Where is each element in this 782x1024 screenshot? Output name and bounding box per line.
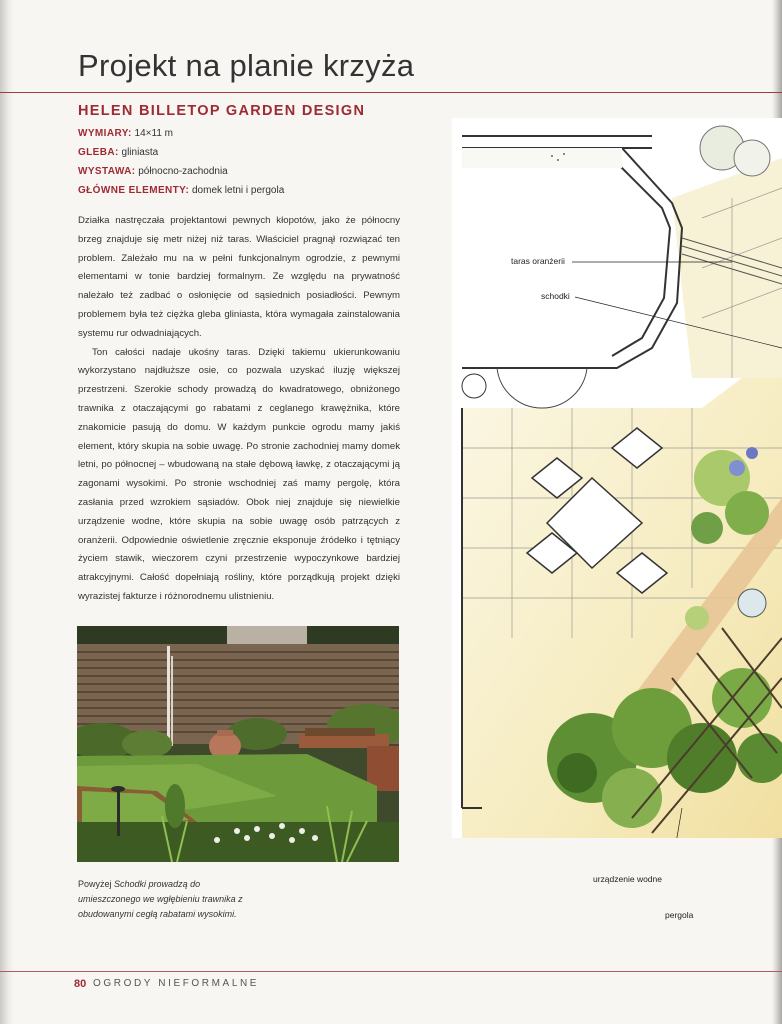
spec-label: GŁÓWNE ELEMENTY: bbox=[78, 185, 190, 196]
garden-plan bbox=[452, 118, 782, 838]
spec-value: gliniasta bbox=[121, 147, 159, 158]
title-rule bbox=[0, 92, 782, 93]
spec-row-dimensions bbox=[78, 124, 284, 143]
spec-value: północno-zachodnia bbox=[138, 166, 228, 177]
page-gutter-shadow bbox=[0, 0, 14, 1024]
paragraph: Działka nastręczała projektantowi pewnych kłopotów, jako że północny brzeg znajduje się metr niżej niż taras. Właściciel pragnął rozwiązać ten problem. Zależało mu na w pełni funkcjonalnym ogrodzie, z pewnymi elementami w tonie bardziej formalnym. Ze względu na prywatność należało też zadbać o osłonięcie od sąsiednich posiadłości. Pewnym problemem była też ciężka gleba gliniasta, która wymagała zainstalowania systemu rur odwadniających. bbox=[78, 215, 400, 339]
spec-label: WYSTAWA: bbox=[78, 166, 136, 177]
article-body bbox=[78, 212, 400, 607]
page-number: 80 bbox=[74, 978, 87, 990]
page-title: Projekt na planie krzyża bbox=[78, 48, 415, 83]
spec-row-main-elements bbox=[78, 181, 284, 200]
spec-list bbox=[78, 124, 284, 200]
section-name: OGRODY NIEFORMALNE bbox=[93, 978, 260, 989]
caption-lead: Powyżej bbox=[78, 879, 112, 889]
spec-row-exposure bbox=[78, 162, 284, 181]
spec-value: 14×11 m bbox=[134, 128, 173, 139]
spec-label: WYMIARY: bbox=[78, 128, 132, 139]
plan-label-water-feature: urządzenie wodne bbox=[593, 874, 662, 884]
spec-label: GLEBA: bbox=[78, 147, 119, 158]
spec-row-soil bbox=[78, 143, 284, 162]
garden-photo bbox=[77, 626, 399, 862]
designer-name: HELEN BILLETOP GARDEN DESIGN bbox=[78, 103, 366, 119]
photo-caption bbox=[78, 877, 243, 922]
spec-value: domek letni i pergola bbox=[192, 185, 285, 196]
paragraph: Ton całości nadaje ukośny taras. Dzięki takiemu ukierunkowaniu wykorzystano najdłuższe osie, co pozwala uzyskać iluzję większej przestrzeni. Szerokie schody prowadzą do kwadratowego, obniżonego trawnika z otaczającymi go rabatami z ceglanego krawężnika, które znakomicie pasują do domu. W każdym punkcie ogrodu mamy jakiś element, który skupia na sobie uwagę. Po stronie zachodniej mamy domek letni, po północnej – wbudowaną na stałe dębową ławkę, z otaczającymi ją zagonami wysokimi. Po stronie wschodniej zaś mamy pergolę, która zasłania przed wzrokiem sąsiadów. Obok niej znajduje się niewielkie urządzenie wodne, które skupia na sobie uwagę osób patrzących z oranżerii. Odpowiednie oświetlenie zręcznie eksponuje źródełko i tętniący życiem stawik, wieczorem czyni przestrzenie wypoczynkowe bardziej atrakcyjnymi. Całość dopełniają rośliny, które porządkują projekt dzięki wyrazistej fakturze i różnorodnemu ulistnieniu. bbox=[78, 346, 400, 602]
caption-text: Schodki prowadzą do umieszczonego we wgłębieniu trawnika z obudowanymi cegłą rabatami wysokimi. bbox=[78, 879, 243, 919]
plan-label-pergola: pergola bbox=[665, 910, 694, 920]
footer-rule bbox=[0, 971, 782, 972]
plan-label-terrace: taras oranżerii bbox=[511, 256, 565, 266]
plan-label-steps: schodki bbox=[541, 291, 570, 301]
